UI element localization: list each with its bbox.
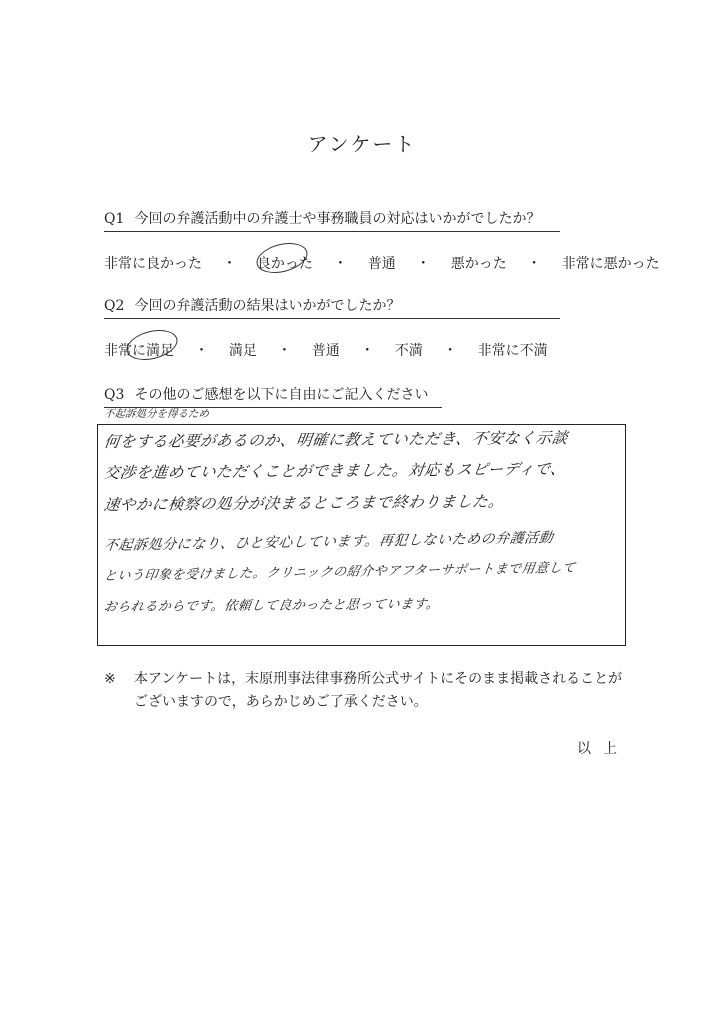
question-1-number: Q1 <box>104 211 125 227</box>
question-1-options <box>104 253 660 273</box>
q1-option-bad[interactable]: 悪かった <box>450 256 507 272</box>
question-3-text: その他のご感想を以下に自由にご記入ください <box>134 387 429 403</box>
q1-separator: ・ <box>527 256 542 272</box>
handwritten-answer-line: おられるからです。依頼して良かったと思っています。 <box>102 597 441 615</box>
q2-option-normal[interactable]: 普通 <box>311 343 340 359</box>
question-1 <box>104 208 560 232</box>
question-2-number: Q2 <box>104 298 125 314</box>
q1-separator: ・ <box>222 256 237 272</box>
question-2 <box>104 295 560 319</box>
handwritten-note-above-box: 不起訴処分を得るため <box>103 408 210 420</box>
handwritten-answer-line: 何をする必要があるのか、明確に教えていただき、不安なく示談 <box>102 428 569 451</box>
question-1-text: 今回の弁護活動中の弁護士や事務職員の対応はいかがでしたか？ <box>134 211 541 227</box>
q2-option-very-satisfied[interactable]: 非常に満足 <box>104 343 174 359</box>
q2-option-satisfied[interactable]: 満足 <box>228 343 257 359</box>
q1-option-normal[interactable]: 普通 <box>367 256 396 272</box>
publication-notice <box>104 668 629 714</box>
closing-mark: 以上 <box>577 741 629 757</box>
handwritten-answer-line: という印象を受けました。クリニックの紹介やアフターサポートまで用意して <box>102 560 577 584</box>
question-2-text: 今回の弁護活動の結果はいかがでしたか？ <box>134 298 401 314</box>
question-3 <box>104 384 442 408</box>
q2-separator: ・ <box>443 343 458 359</box>
q1-separator: ・ <box>333 256 348 272</box>
publication-notice-text: 本アンケートは，末原刑事法律事務所公式サイトにそのまま掲載されることがございますので，あらかじめご了承ください。 <box>134 671 623 710</box>
q2-separator: ・ <box>194 343 209 359</box>
page-title: アンケート <box>307 132 417 156</box>
q1-separator: ・ <box>416 256 431 272</box>
q1-option-very-bad[interactable]: 非常に悪かった <box>561 256 660 272</box>
handwritten-answer-line: 交渉を進めていただくことができました。対応もスピーディで、 <box>102 459 568 482</box>
q2-option-very-dissatisfied[interactable]: 非常に不満 <box>477 343 548 359</box>
question-3-number: Q3 <box>104 387 125 403</box>
handwritten-answer-line: 速やかに検察の処分が決まるところまで終わりました。 <box>102 492 506 514</box>
reference-mark: ※ <box>104 671 116 687</box>
q2-separator: ・ <box>277 343 292 359</box>
handwritten-answer-line: 不起訴処分になり、ひと安心しています。再犯しないための弁護活動 <box>102 530 555 554</box>
q1-option-very-good[interactable]: 非常に良かった <box>104 256 202 272</box>
q2-option-dissatisfied[interactable]: 不満 <box>394 343 423 359</box>
q1-option-good[interactable]: 良かった <box>256 256 313 272</box>
q2-separator: ・ <box>360 343 375 359</box>
